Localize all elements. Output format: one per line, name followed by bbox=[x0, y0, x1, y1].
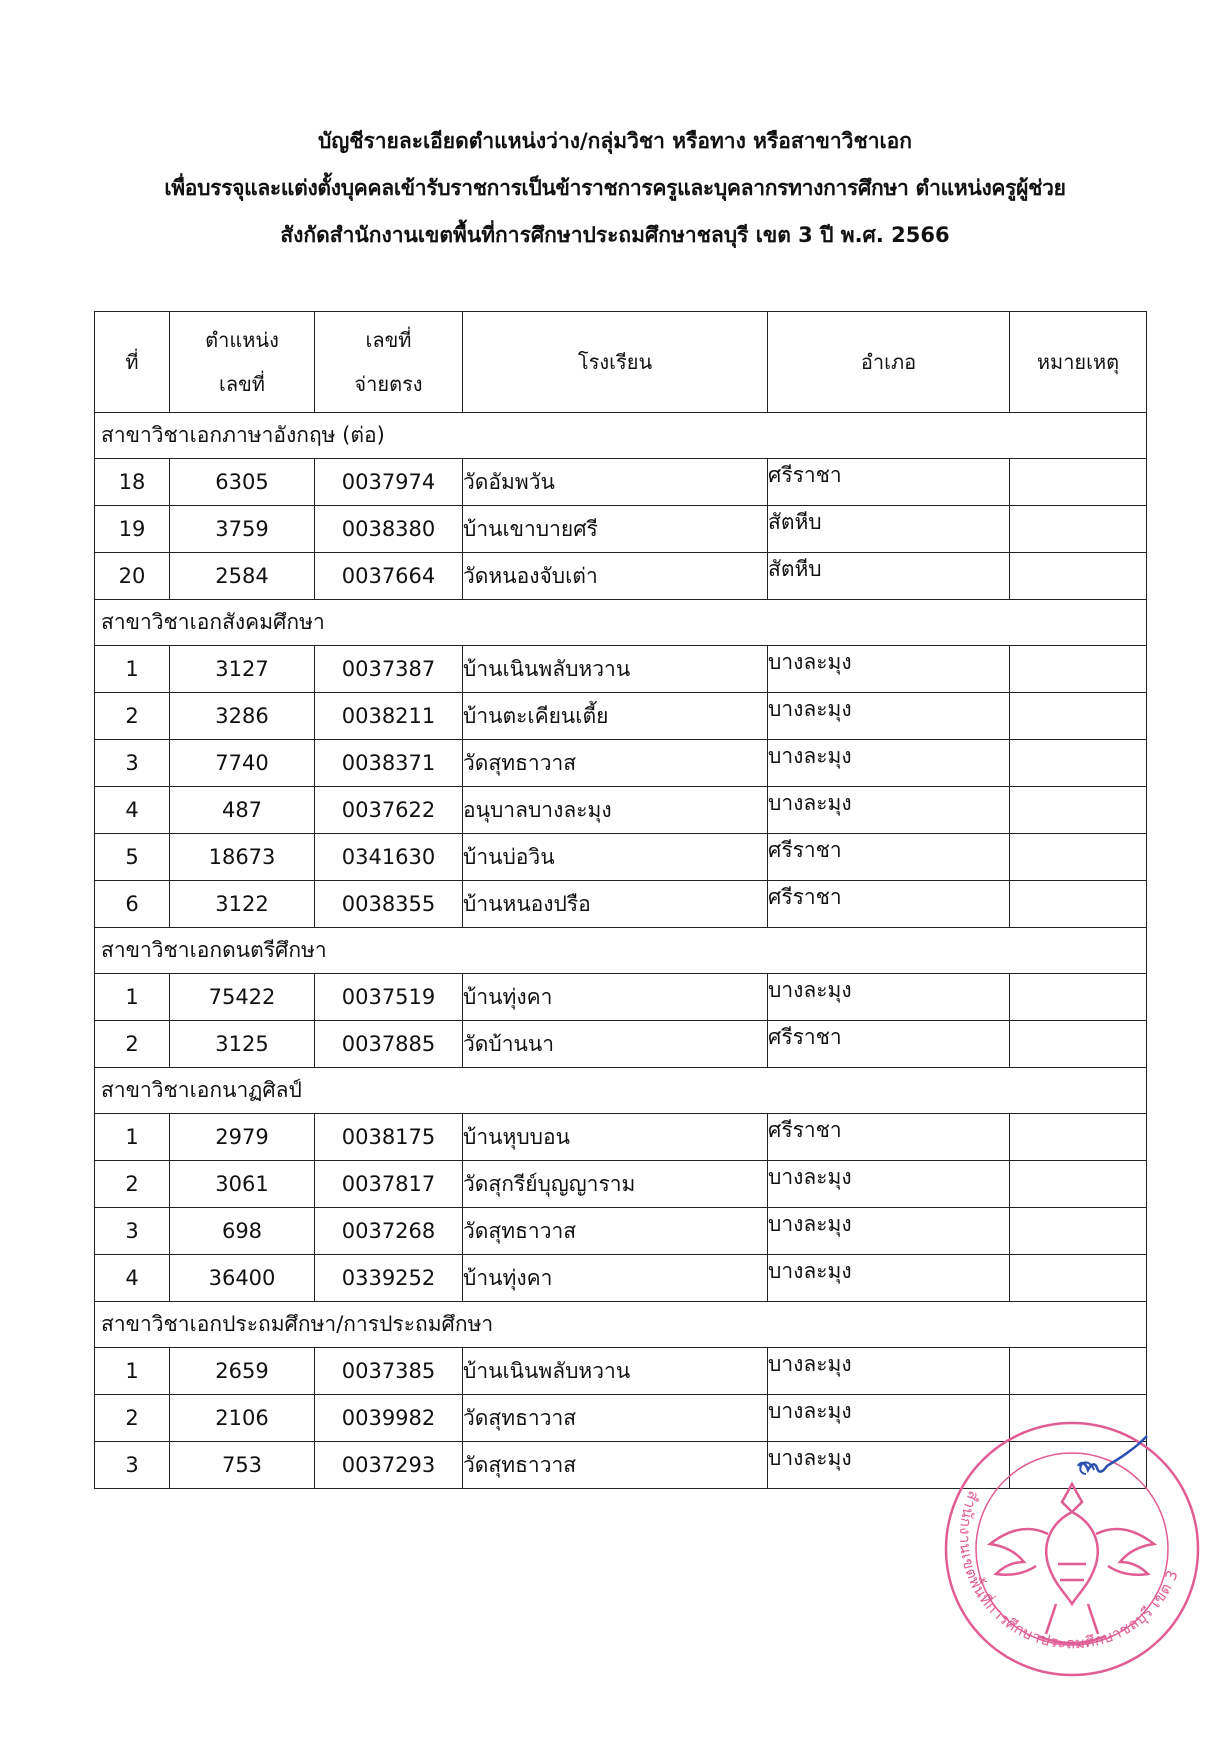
table-row bbox=[95, 1114, 1147, 1161]
cell-district: ศรีราชา bbox=[768, 881, 1010, 928]
cell-school: วัดหนองจับเต่า bbox=[463, 553, 768, 600]
section-title: สาขาวิชาเอกนาฏศิลป์ bbox=[95, 1068, 1147, 1114]
cell-payment-number: 0037885 bbox=[315, 1021, 463, 1068]
cell-school: วัดอัมพวัน bbox=[463, 459, 768, 506]
cell-position-number: 6305 bbox=[170, 459, 315, 506]
cell-district: บางละมุง bbox=[768, 1442, 1010, 1489]
cell-position-number: 7740 bbox=[170, 740, 315, 787]
cell-school: วัดสุทธาวาส bbox=[463, 1395, 768, 1442]
table-row bbox=[95, 506, 1147, 553]
vacancy-table bbox=[94, 311, 1147, 1489]
cell-position-number: 3061 bbox=[170, 1161, 315, 1208]
cell-district: ศรีราชา bbox=[768, 1114, 1010, 1161]
table-row bbox=[95, 693, 1147, 740]
title-line-2: เพื่อบรรจุและแต่งตั้งบุคคลเข้ารับราชการเป็นข้าราชการครูและบุคลากรทางการศึกษา ตำแหน่งครูผู้ช่วย bbox=[164, 176, 1066, 200]
cell-district: สัตหีบ bbox=[768, 553, 1010, 600]
table-row bbox=[95, 1208, 1147, 1255]
cell-payment-number: 0038175 bbox=[315, 1114, 463, 1161]
header-school: โรงเรียน bbox=[463, 312, 768, 413]
cell-num: 1 bbox=[95, 1348, 170, 1395]
header-payment-number: เลขที่ จ่ายตรง bbox=[315, 312, 463, 413]
cell-district: ศรีราชา bbox=[768, 834, 1010, 881]
garuda-seal-icon bbox=[938, 1404, 1206, 1694]
cell-num: 4 bbox=[95, 787, 170, 834]
cell-position-number: 3286 bbox=[170, 693, 315, 740]
cell-remark bbox=[1010, 553, 1147, 600]
cell-remark bbox=[1010, 693, 1147, 740]
cell-school: วัดสุทธาวาส bbox=[463, 1442, 768, 1489]
cell-school: วัดสุทธาวาส bbox=[463, 1208, 768, 1255]
section-header-row bbox=[95, 928, 1147, 974]
cell-num: 1 bbox=[95, 974, 170, 1021]
cell-school: วัดสุทธาวาส bbox=[463, 740, 768, 787]
section-header-row bbox=[95, 1302, 1147, 1348]
table-row bbox=[95, 553, 1147, 600]
cell-num: 18 bbox=[95, 459, 170, 506]
cell-payment-number: 0038380 bbox=[315, 506, 463, 553]
cell-district: บางละมุง bbox=[768, 693, 1010, 740]
cell-district: บางละมุง bbox=[768, 974, 1010, 1021]
cell-position-number: 3127 bbox=[170, 646, 315, 693]
cell-school: บ้านตะเคียนเตี้ย bbox=[463, 693, 768, 740]
cell-district: บางละมุง bbox=[768, 646, 1010, 693]
cell-num: 4 bbox=[95, 1255, 170, 1302]
cell-remark bbox=[1010, 506, 1147, 553]
cell-payment-number: 0039982 bbox=[315, 1395, 463, 1442]
cell-school: บ้านทุ่งคา bbox=[463, 974, 768, 1021]
cell-num: 19 bbox=[95, 506, 170, 553]
cell-position-number: 3125 bbox=[170, 1021, 315, 1068]
cell-num: 2 bbox=[95, 1161, 170, 1208]
section-header-row bbox=[95, 600, 1147, 646]
cell-position-number: 18673 bbox=[170, 834, 315, 881]
cell-position-number: 2659 bbox=[170, 1348, 315, 1395]
section-title: สาขาวิชาเอกดนตรีศึกษา bbox=[95, 928, 1147, 974]
table-row bbox=[95, 646, 1147, 693]
cell-num: 2 bbox=[95, 1395, 170, 1442]
cell-district: บางละมุง bbox=[768, 1161, 1010, 1208]
cell-district: ศรีราชา bbox=[768, 1021, 1010, 1068]
cell-remark bbox=[1010, 787, 1147, 834]
cell-num: 5 bbox=[95, 834, 170, 881]
cell-position-number: 75422 bbox=[170, 974, 315, 1021]
cell-district: ศรีราชา bbox=[768, 459, 1010, 506]
header-num: ที่ bbox=[95, 312, 170, 413]
cell-school: บ้านหุบบอน bbox=[463, 1114, 768, 1161]
cell-payment-number: 0037293 bbox=[315, 1442, 463, 1489]
cell-remark bbox=[1010, 1348, 1147, 1395]
cell-district: สัตหีบ bbox=[768, 506, 1010, 553]
cell-position-number: 36400 bbox=[170, 1255, 315, 1302]
cell-position-number: 487 bbox=[170, 787, 315, 834]
cell-district: บางละมุง bbox=[768, 1255, 1010, 1302]
section-title: สาขาวิชาเอกประถมศึกษา/การประถมศึกษา bbox=[95, 1302, 1147, 1348]
cell-num: 2 bbox=[95, 693, 170, 740]
cell-school: บ้านเขาบายศรี bbox=[463, 506, 768, 553]
cell-payment-number: 0038371 bbox=[315, 740, 463, 787]
section-header-row bbox=[95, 413, 1147, 459]
cell-payment-number: 0038211 bbox=[315, 693, 463, 740]
cell-remark bbox=[1010, 1021, 1147, 1068]
cell-payment-number: 0037664 bbox=[315, 553, 463, 600]
cell-remark bbox=[1010, 974, 1147, 1021]
cell-school: วัดบ้านนา bbox=[463, 1021, 768, 1068]
cell-num: 2 bbox=[95, 1021, 170, 1068]
cell-school: อนุบาลบางละมุง bbox=[463, 787, 768, 834]
cell-position-number: 3759 bbox=[170, 506, 315, 553]
cell-district: บางละมุง bbox=[768, 1348, 1010, 1395]
cell-num: 1 bbox=[95, 1114, 170, 1161]
cell-num: 1 bbox=[95, 646, 170, 693]
cell-payment-number: 0341630 bbox=[315, 834, 463, 881]
cell-payment-number: 0037817 bbox=[315, 1161, 463, 1208]
cell-district: บางละมุง bbox=[768, 1395, 1010, 1442]
cell-school: บ้านหนองปรือ bbox=[463, 881, 768, 928]
cell-school: บ้านเนินพลับหวาน bbox=[463, 1348, 768, 1395]
cell-position-number: 698 bbox=[170, 1208, 315, 1255]
table-row bbox=[95, 1161, 1147, 1208]
cell-position-number: 3122 bbox=[170, 881, 315, 928]
cell-school: วัดสุกรีย์บุญญาราม bbox=[463, 1161, 768, 1208]
cell-payment-number: 0037387 bbox=[315, 646, 463, 693]
section-title: สาขาวิชาเอกสังคมศึกษา bbox=[95, 600, 1147, 646]
cell-remark bbox=[1010, 881, 1147, 928]
cell-payment-number: 0037974 bbox=[315, 459, 463, 506]
table-row bbox=[95, 787, 1147, 834]
header-position-number: ตำแหน่ง เลขที่ bbox=[170, 312, 315, 413]
cell-payment-number: 0037268 bbox=[315, 1208, 463, 1255]
title-line-3: สังกัดสำนักงานเขตพื้นที่การศึกษาประถมศึกษาชลบุรี เขต 3 ปี พ.ศ. 2566 bbox=[280, 223, 950, 247]
cell-school: บ้านเนินพลับหวาน bbox=[463, 646, 768, 693]
cell-num: 20 bbox=[95, 553, 170, 600]
table-row bbox=[95, 740, 1147, 787]
cell-position-number: 2106 bbox=[170, 1395, 315, 1442]
table-header-row bbox=[95, 312, 1147, 413]
table-row bbox=[95, 459, 1147, 506]
cell-school: บ้านทุ่งคา bbox=[463, 1255, 768, 1302]
title-line-1: บัญชีรายละเอียดตำแหน่งว่าง/กลุ่มวิชา หรือทาง หรือสาขาวิชาเอก bbox=[318, 129, 912, 153]
cell-payment-number: 0037622 bbox=[315, 787, 463, 834]
section-header-row bbox=[95, 1068, 1147, 1114]
cell-num: 3 bbox=[95, 740, 170, 787]
cell-district: บางละมุง bbox=[768, 740, 1010, 787]
cell-num: 3 bbox=[95, 1442, 170, 1489]
cell-remark bbox=[1010, 1114, 1147, 1161]
seal-caption: สำนักงานเขตพื้นที่การศึกษาประถมศึกษาชลบุรี เขต 3 bbox=[955, 1488, 1182, 1653]
cell-remark bbox=[1010, 1255, 1147, 1302]
document-title bbox=[0, 118, 1230, 259]
cell-position-number: 753 bbox=[170, 1442, 315, 1489]
cell-num: 6 bbox=[95, 881, 170, 928]
table-body bbox=[95, 413, 1147, 1489]
cell-remark bbox=[1010, 1161, 1147, 1208]
cell-school: บ้านบ่อวิน bbox=[463, 834, 768, 881]
cell-num: 3 bbox=[95, 1208, 170, 1255]
table-row bbox=[95, 1348, 1147, 1395]
cell-position-number: 2584 bbox=[170, 553, 315, 600]
cell-payment-number: 0339252 bbox=[315, 1255, 463, 1302]
cell-payment-number: 0037385 bbox=[315, 1348, 463, 1395]
table-row bbox=[95, 881, 1147, 928]
table-row bbox=[95, 1021, 1147, 1068]
header-remark: หมายเหตุ bbox=[1010, 312, 1147, 413]
header-district: อำเภอ bbox=[768, 312, 1010, 413]
cell-district: บางละมุง bbox=[768, 787, 1010, 834]
table-row bbox=[95, 834, 1147, 881]
table-row bbox=[95, 1255, 1147, 1302]
cell-payment-number: 0037519 bbox=[315, 974, 463, 1021]
cell-position-number: 2979 bbox=[170, 1114, 315, 1161]
cell-remark bbox=[1010, 459, 1147, 506]
cell-remark bbox=[1010, 740, 1147, 787]
cell-payment-number: 0038355 bbox=[315, 881, 463, 928]
cell-remark bbox=[1010, 1208, 1147, 1255]
cell-district: บางละมุง bbox=[768, 1208, 1010, 1255]
cell-remark bbox=[1010, 646, 1147, 693]
cell-remark bbox=[1010, 834, 1147, 881]
section-title: สาขาวิชาเอกภาษาอังกฤษ (ต่อ) bbox=[95, 413, 1147, 459]
table-row bbox=[95, 974, 1147, 1021]
